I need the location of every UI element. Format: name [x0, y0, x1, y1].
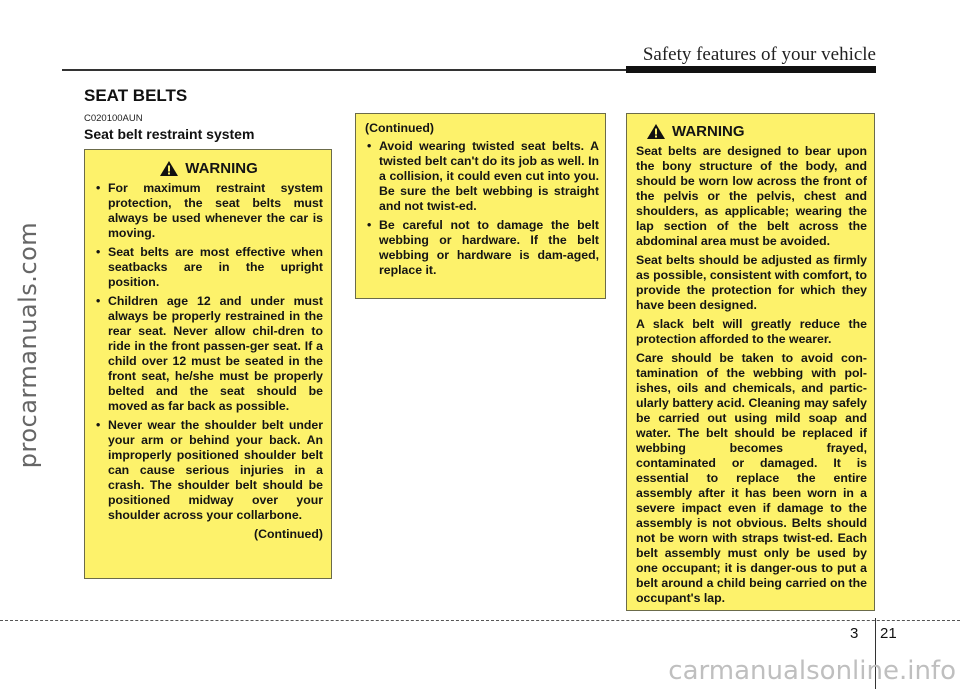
warning-box-continued: [355, 113, 606, 299]
warning-heading: [636, 123, 867, 140]
warning-paragraph: Seat belts should be adjusted as firmly as possible, consistent with comfort, to provide the protection for which they have been designed.: [636, 253, 867, 312]
warning-paragraph: Care should be taken to avoid con-tamination of the webbing with pol-ishes, oils and chemicals, and partic-ularly battery acid. Cleaning may safely be carried out using mild soap and water. The belt should be replaced if webbing becomes frayed, contaminated or damaged. It is essential to replace the entire assembly after it has been worn in a severe impact even if damage to the assembly is not obvious. Belts should not be worn with straps twist-ed. Each belt assembly must only be used by one occupant; it is danger-ous to put a belt around a child being carried on the occupant's lap.: [636, 351, 867, 605]
header-title: Safety features of your vehicle: [642, 44, 876, 65]
chapter-number: 3: [850, 625, 859, 642]
footer-watermark: carmanualsonline.info: [668, 656, 956, 686]
warning-heading-text: WARNING: [185, 160, 258, 177]
list-item: • For maximum restraint system protection, the seat belts must always be used whenever the car is moving.: [94, 181, 323, 241]
list-item: • Never wear the shoulder belt under your arm or behind your back. An improperly positioned shoulder belt can cause serious injuries in a crash. The shoulder belt should be positioned midway over your shoulder across your collarbone.: [94, 418, 323, 523]
list-item: • Children age 12 and under must always be properly restrained in the rear seat. Never allow chil-dren to ride in the front passen-ger seat. If a child over 12 must be seated in the front seat, he/she must be properly belted and the seat should be moved as far back as possible.: [94, 294, 323, 414]
section-title: SEAT BELTS: [84, 86, 188, 105]
warning-triangle-icon: [159, 160, 179, 177]
side-watermark: [8, 0, 48, 689]
list-item: • Be careful not to damage the belt webbing or hardware. If the belt webbing or hardware is dam-aged, replace it.: [365, 218, 599, 278]
subsection-title: Seat belt restraint system: [84, 126, 255, 142]
footer-rule: [0, 620, 960, 621]
list-item: • Seat belts are most effective when seatbacks are in the upright position.: [94, 245, 323, 290]
warning-paragraph: A slack belt will greatly reduce the protection afforded to the wearer.: [636, 317, 867, 346]
page-number: 21: [880, 625, 897, 642]
warning-triangle-icon: [646, 123, 666, 140]
continued-label: (Continued): [365, 121, 434, 135]
warning-list: [365, 139, 599, 278]
header-rule-accent: [626, 66, 876, 73]
warning-box-belt-care: [626, 113, 875, 611]
section-code: C020100AUN: [84, 113, 143, 124]
warning-list: [94, 181, 323, 523]
warning-heading: [94, 160, 323, 177]
warning-box-restraint: [84, 149, 332, 579]
continued-label: (Continued): [254, 527, 323, 541]
warning-heading-text: WARNING: [672, 123, 745, 140]
warning-paragraph: Seat belts are designed to bear upon the bony structure of the body, and should be worn low across the front of the pelvis or the pelvis, chest and shoulders, as applicable; wearing the lap section of the belt across the abdominal area must be avoided.: [636, 144, 867, 248]
list-item: • Avoid wearing twisted seat belts. A twisted belt can't do its job as well. In a collision, it could even cut into you. Be sure the belt webbing is straight and not twist-ed.: [365, 139, 599, 214]
side-watermark-text: procarmanuals.com: [14, 221, 43, 468]
